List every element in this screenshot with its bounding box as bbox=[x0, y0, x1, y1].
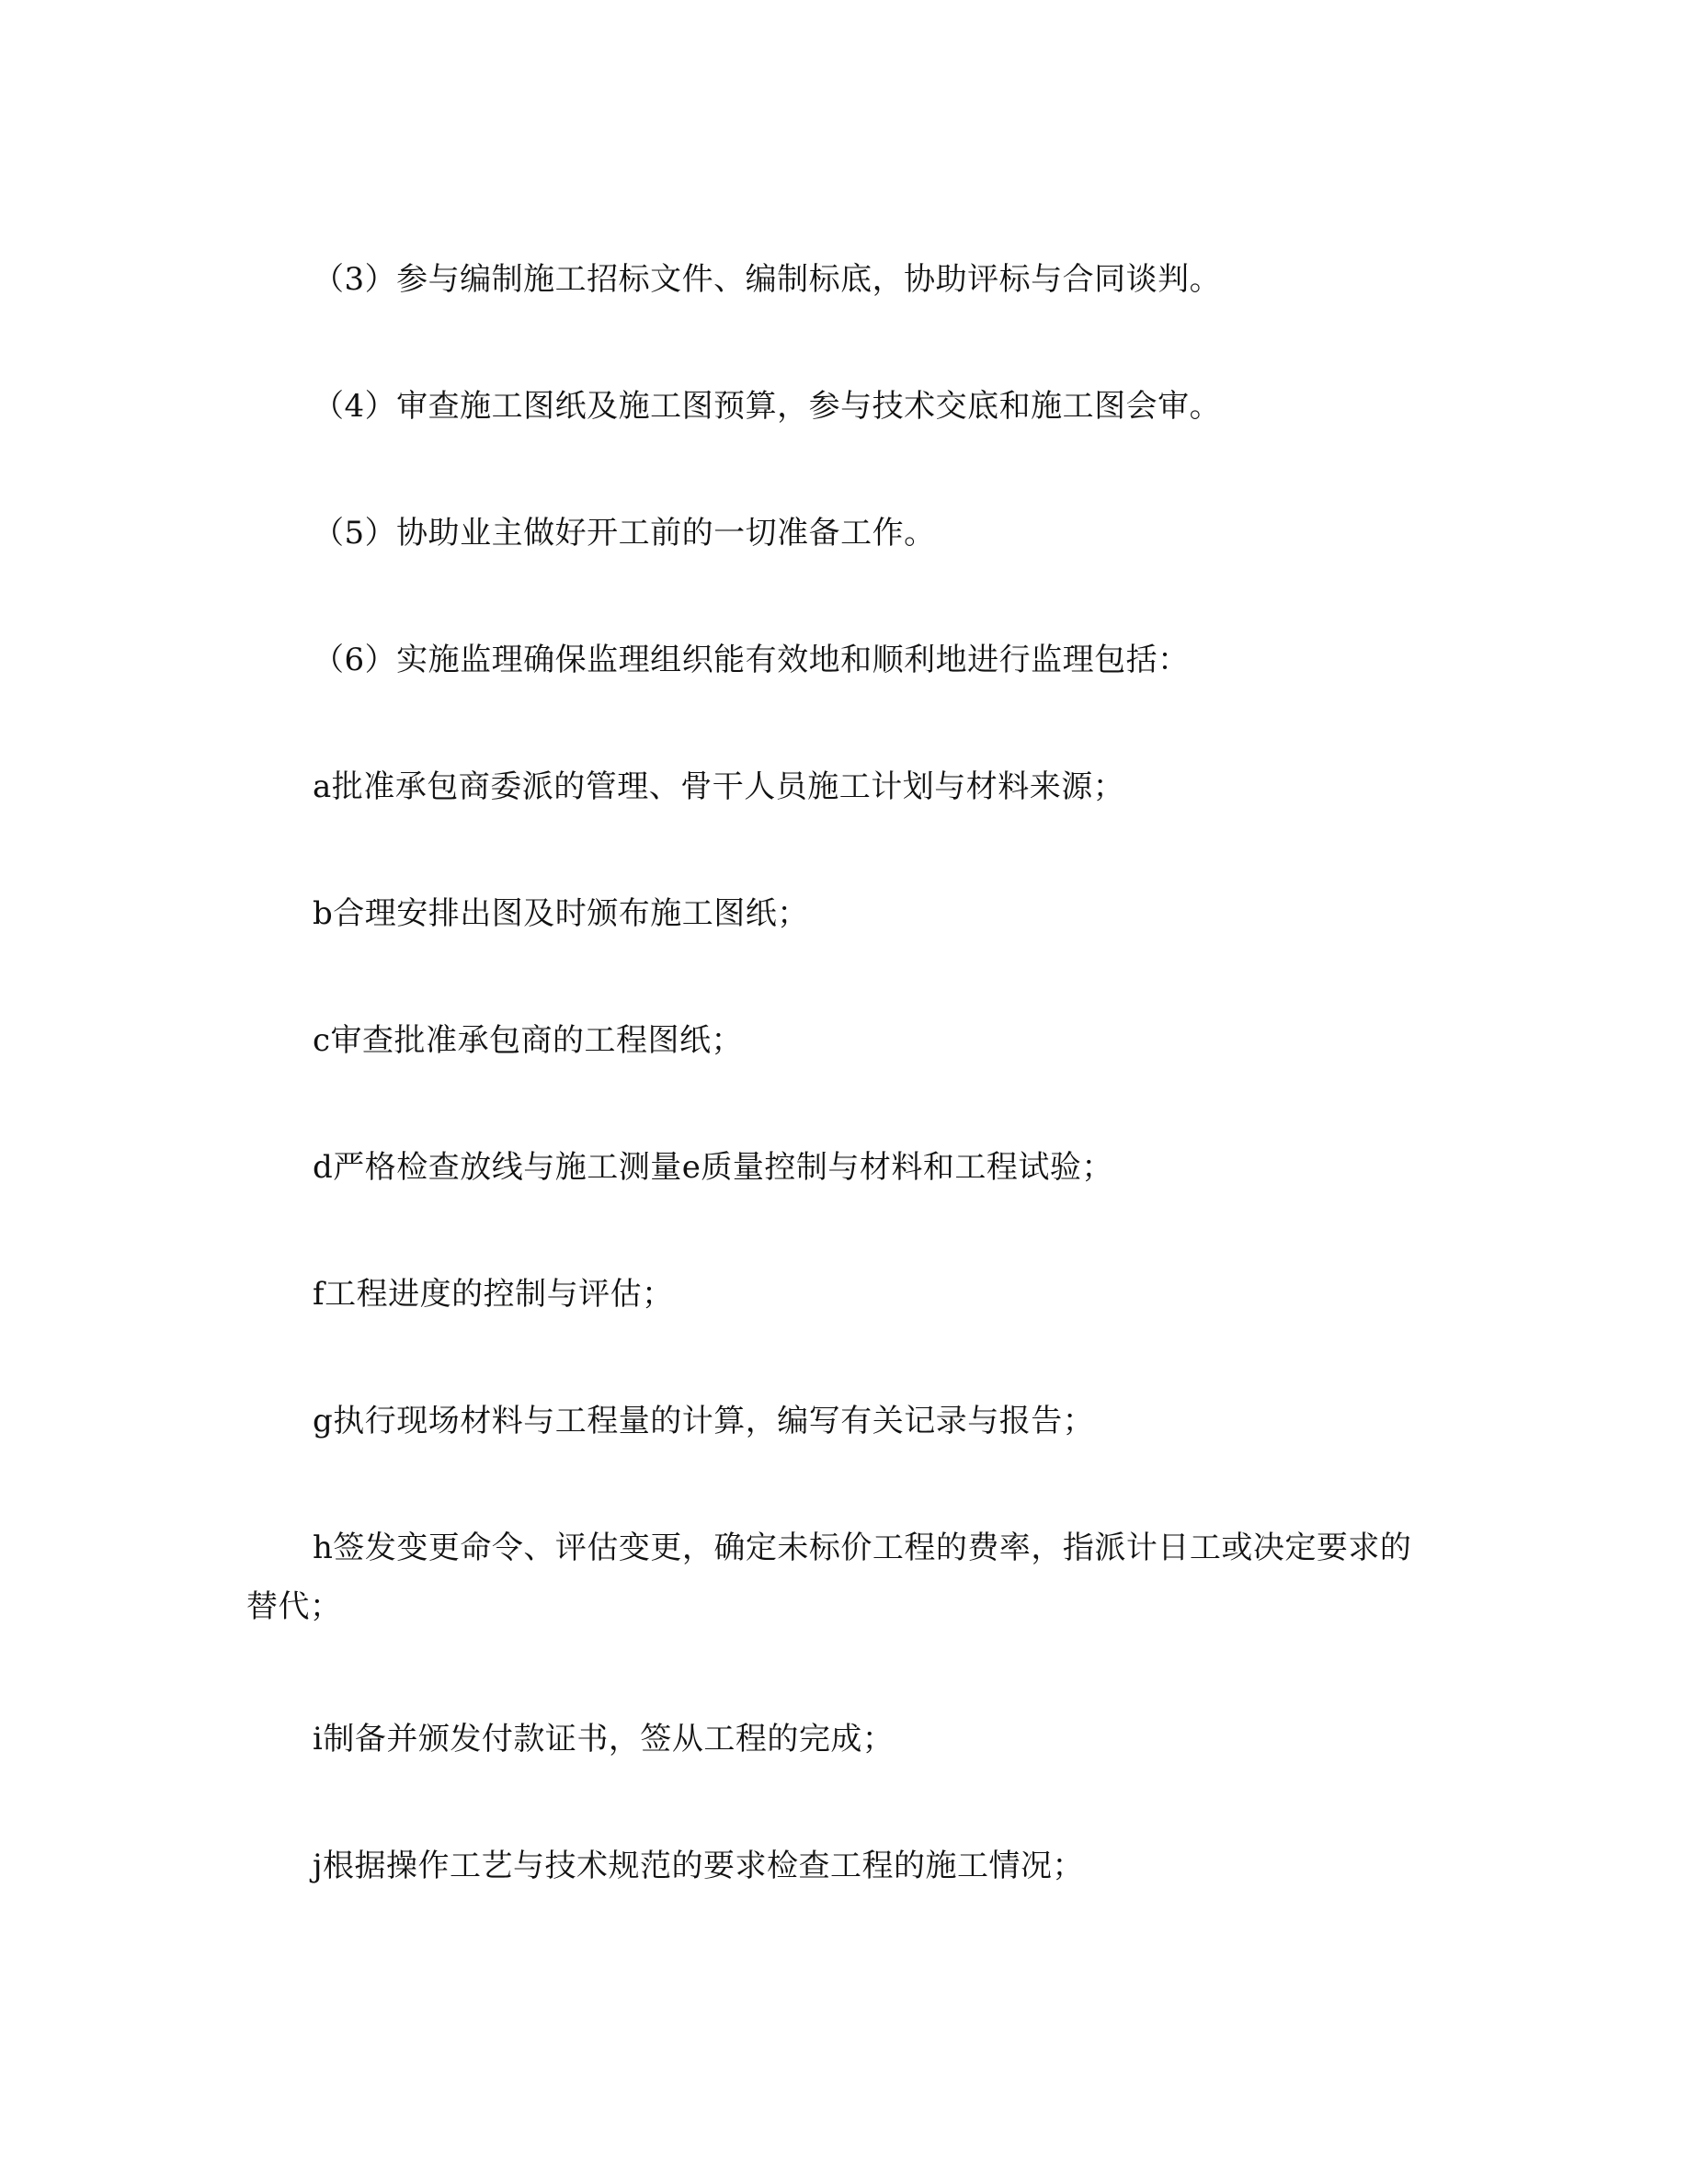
list-item-d: d严格检查放线与施工测量e质量控制与材料和工程试验； bbox=[313, 1149, 1113, 1186]
paragraph-4: （4）审查施工图纸及施工图预算，参与技术交底和施工图会审。 bbox=[313, 388, 1222, 425]
list-item-h: h签发变更命令、评估变更，确定未标价工程的费率，指派计日工或决定要求的替代； bbox=[246, 1530, 1412, 1625]
list-item-a: a批准承包商委派的管理、骨干人员施工计划与材料来源； bbox=[313, 768, 1125, 805]
list-item-g: g执行现场材料与工程量的计算，编写有关记录与报告； bbox=[313, 1403, 1095, 1439]
list-item-f: f工程进度的控制与评估； bbox=[313, 1276, 674, 1313]
list-item-j: j根据操作工艺与技术规范的要求检查工程的施工情况； bbox=[313, 1848, 1085, 1884]
paragraph-3: （3）参与编制施工招标文件、编制标底，协助评标与合同谈判。 bbox=[313, 261, 1222, 298]
list-item-i: i制备并颁发付款证书，签从工程的完成； bbox=[313, 1721, 895, 1757]
paragraph-6: （6）实施监理确保监理组织能有效地和顺利地进行监理包括： bbox=[313, 642, 1190, 678]
list-item-c: c审查批准承包商的工程图纸； bbox=[313, 1022, 744, 1059]
list-item-b: b合理安排出图及时颁布施工图纸； bbox=[313, 895, 809, 932]
paragraph-5: （5）协助业主做好开工前的一切准备工作。 bbox=[313, 515, 936, 552]
